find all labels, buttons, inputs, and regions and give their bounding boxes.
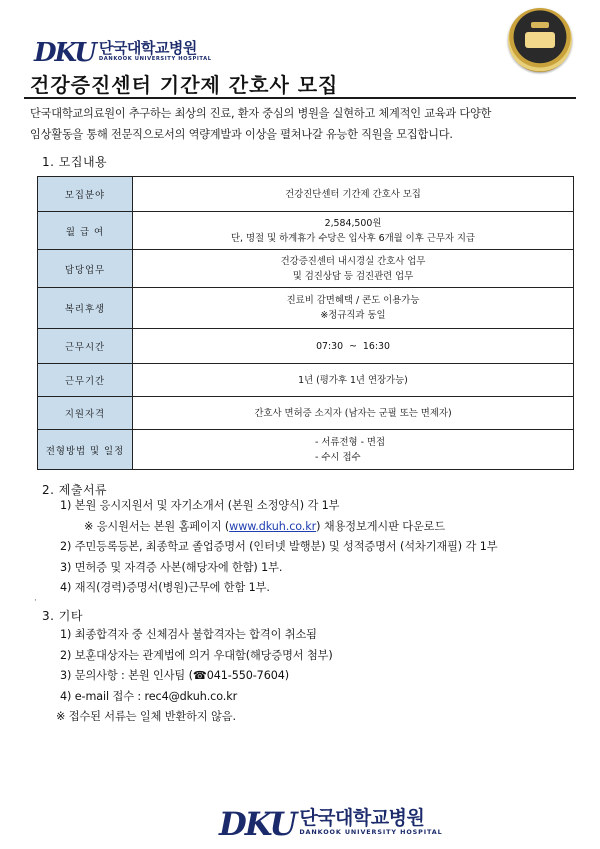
stray-dot: ·	[34, 596, 37, 606]
intro-paragraph	[30, 103, 580, 145]
award-seal-icon	[508, 8, 572, 72]
logo-name: 단국대학교병원	[299, 807, 425, 829]
intro-line: 임상활동을 통해 전문직으로서의 역량계발과 이상을 펼쳐나갈 유능한 직원을 모집합니다.	[30, 128, 453, 141]
etc-list	[56, 625, 333, 728]
list-note: ※ 응시원서는 본원 홈페이지 (www.dkuh.co.kr) 채용정보게시판 다운로드	[84, 519, 446, 533]
table-row	[38, 329, 574, 364]
row-key: 근무기간	[38, 364, 133, 397]
list-item: 1) 최종합격자 중 신체검사 불합격자는 합격이 취소됨	[60, 628, 317, 641]
list-item: 2) 보훈대상자는 관계법에 의거 우대함(해당증명서 첨부)	[60, 648, 333, 662]
row-key: 지원자격	[38, 397, 133, 430]
row-value: 건강증진센터 내시경실 간호사 업무 및 검진상담 등 검진관련 업무	[133, 250, 574, 288]
row-key: 월 급 여	[38, 212, 133, 250]
table-row	[38, 212, 574, 250]
row-value: 진료비 감면혜택 / 콘도 이용가능 ※정규직과 동일	[133, 288, 574, 329]
list-item: 2) 주민등록등본, 최종학교 졸업증명서 (인터넷 발행분) 및 성적증명서 (석차기재필) 각 1부	[60, 540, 498, 553]
list-item: 3) 면허증 및 자격증 사본(해당자에 한함) 1부.	[60, 560, 283, 574]
footer-logo	[219, 805, 443, 843]
table-row	[38, 430, 574, 470]
row-key: 모집분야	[38, 177, 133, 212]
logo-name: 단국대학교병원	[98, 39, 197, 57]
logo-english: DANKOOK UNIVERSITY HOSPITAL	[299, 828, 443, 836]
hospital-logo	[34, 40, 212, 70]
list-item: 3) 문의사항 : 본원 인사팀 (☎041-550-7604)	[60, 669, 290, 682]
row-value: - 서류전형 - 면접 - 수시 접수	[133, 430, 574, 470]
row-value: 1년 (평가후 1년 연장가능)	[133, 364, 574, 397]
list-item: ※ 접수된 서류는 일체 반환하지 않음.	[56, 710, 236, 723]
list-item: 4) 재직(경력)증명서(병원)근무에 한함 1부.	[60, 581, 270, 594]
page-title: 건강증진센터 기간제 간호사 모집	[30, 73, 339, 97]
section-heading-documents: 2. 제출서류	[42, 483, 108, 497]
list-item: 1) 본원 응시지원서 및 자기소개서 (본원 소정양식) 각 1부	[60, 499, 340, 512]
logo-english: DANKOOK UNIVERSITY HOSPITAL	[98, 56, 212, 62]
table-row	[38, 177, 574, 212]
logo-mark: DKU	[34, 38, 95, 68]
row-value: 2,584,500원 단, 명절 및 하계휴가 수당은 입사후 6개월 이후 근무자 지급	[133, 212, 574, 250]
table-row	[38, 288, 574, 329]
row-key: 담당업무	[38, 250, 133, 288]
row-value: 간호사 면허증 소지자 (남자는 군필 또는 면제자)	[133, 397, 574, 430]
table-row	[38, 397, 574, 430]
section-heading-recruitment: 1. 모집내용	[42, 155, 108, 169]
table-row	[38, 250, 574, 288]
title-divider	[24, 97, 576, 99]
row-value: 건강진단센터 기간제 간호사 모집	[133, 177, 574, 212]
row-value: 07:30 ~ 16:30	[133, 329, 574, 364]
logo-mark: DKU	[219, 805, 296, 843]
row-key: 근무시간	[38, 329, 133, 364]
homepage-link[interactable]: www.dkuh.co.kr	[229, 519, 317, 533]
section-heading-etc: 3. 기타	[42, 609, 83, 623]
intro-line: 단국대학교의료원이 추구하는 최상의 진료, 환자 중심의 병원을 실현하고 체계적인 교육과 다양한	[30, 107, 492, 120]
row-key: 전형방법 및 일정	[38, 430, 133, 470]
row-key: 복리후생	[38, 288, 133, 329]
recruitment-table	[37, 176, 574, 470]
table-row	[38, 364, 574, 397]
list-item: 4) e-mail 접수 : rec4@dkuh.co.kr	[60, 689, 238, 703]
documents-list	[60, 496, 497, 599]
